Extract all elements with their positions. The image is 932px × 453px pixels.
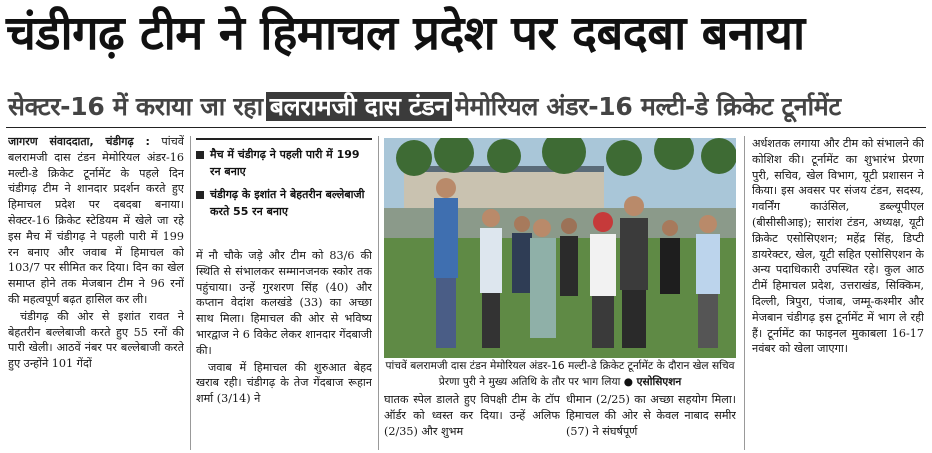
highlights-box bbox=[196, 138, 372, 246]
subheadline bbox=[8, 88, 841, 126]
subhead-after: मेमोरियल अंडर-16 मल्टी-डे क्रिकेट टूर्नामेंट bbox=[454, 92, 841, 121]
col4-paragraph: धीमान (2/25) का अच्छा सहयोग मिला। हिमाचल की ओर से केवल नाबाद समीर (57) ने संघर्षपूर्ण bbox=[566, 393, 736, 438]
col1-paragraph-1: पांचवें बलरामजी दास टंडन मेमोरियल अंडर-16 मल्टी-डे क्रिकेट टूर्नामेंट के पहले दिन चंडीगढ़ टीम ने शानदार प्रदर्शन करते हुए हिमाचल प्रदेश पर दबदबा बनाया। सेक्टर-16 क्रिकेट स्टेडियम में खेले जा रहे इस मैच में चंडीगढ़ ने पहली पारी में 199 रन बनाए और जवाब में हिमाचल को 103/7 पर सीमित कर दिया। दिन का खेल समाप्त होने तक मेजबान टीम ने 96 रनों की महत्वपूर्ण बढ़त हासिल कर ली। bbox=[8, 135, 184, 306]
news-photo bbox=[384, 138, 736, 358]
article-column-3 bbox=[384, 392, 560, 450]
column-divider bbox=[744, 136, 745, 450]
photo-caption bbox=[384, 358, 736, 390]
photo-illustration bbox=[384, 138, 736, 358]
column-divider bbox=[190, 136, 191, 450]
col5-paragraph: अर्धशतक लगाया और टीम को संभालने की कोशिश की। टूर्नामेंट का शुभारंभ प्रेरणा पुरी, सचिव, खेल विभाग, यूटी प्रशासन ने किया। इस अवसर पर संजय टंडन, सदस्य, गवर्निंग काउंसिल, डब्ल्यूपीएल (बीसीसीआइ); सारांश टंडन, अध्यक्ष, यूटी क्रिकेट एसोसिएशन; महेंद्र सिंह, डिप्टी डायरेक्टर, खेल, यूटी सहित एसोसिएशन के अन्य पदाधिकारी उपस्थित रहे। कुल आठ टीमें हिमाचल प्रदेश, उत्तराखंड, सिक्किम, दिल्ली, त्रिपुरा, पंजाब, जम्मू-कश्मीर और मेजबान चंडीगढ़ इस टूर्नामेंट में भाग ले रही हैं। टूर्नामेंट का फाइनल मुकाबला 16-17 नवंबर को खेला जाएगा। bbox=[752, 137, 924, 356]
highlight-item: चंडीगढ़ के इशांत ने बेहतरीन बल्लेबाजी करते 55 रन बनाए bbox=[196, 186, 372, 220]
byline: जागरण संवाददाता, चंडीगढ़ : bbox=[8, 135, 150, 148]
column-divider bbox=[378, 136, 379, 450]
photo-credit: ● एसोसिएशन bbox=[623, 376, 682, 388]
article-column-5 bbox=[752, 136, 924, 450]
subhead-before: सेक्टर-16 में कराया जा रहा bbox=[8, 92, 263, 121]
article-column-2 bbox=[196, 248, 372, 448]
highlight-item: मैच में चंडीगढ़ ने पहली पारी में 199 रन बनाए bbox=[196, 146, 372, 180]
col2-paragraph-1: में नौ चौके जड़े और टीम को 83/6 की स्थिति से संभालकर सम्मानजनक स्कोर तक पहुंचाया। उन्हें गुरशरण सिंह (40) और कप्तान वेदांश कलखंडे (33) का अच्छा साथ मिला। हिमाचल की ओर से भविष्य भारद्वाज ने 6 विकेट लेकर शानदार गेंदबाजी की। bbox=[196, 249, 372, 357]
subhead-highlight: बलरामजी दास टंडन bbox=[266, 92, 452, 121]
article-column-1 bbox=[8, 134, 184, 450]
caption-text: पांचवें बलरामजी दास टंडन मेमोरियल अंडर-16 मल्टी-डे क्रिकेट टूर्नामेंट के दौरान खेल सचिव प्रेरणा पुरी ने मुख्य अतिथि के तौर पर भाग लिया bbox=[385, 360, 735, 388]
col2-paragraph-2: जवाब में हिमाचल की शुरुआत बेहद खराब रही। चंडीगढ़ के तेज गेंदबाज रूहान शर्मा (3/14) ने bbox=[196, 360, 372, 406]
col1-paragraph-2: चंडीगढ़ की ओर से इशांत रावत ने बेहतरीन बल्लेबाजी करते हुए 55 रनों की पारी खेली। आठवें नंबर पर बल्लेबाजी करते हुए उन्होंने 101 गेंदों bbox=[8, 309, 184, 371]
headline: चंडीगढ़ टीम ने हिमाचल प्रदेश पर दबदबा बनाया bbox=[6, 6, 805, 61]
col3-paragraph: घातक स्पेल डालते हुए विपक्षी टीम के टॉप ऑर्डर को ध्वस्त कर दिया। उन्हें अलिफ (2/35) और शुभम bbox=[384, 393, 560, 438]
article-column-4 bbox=[566, 392, 736, 450]
header-rule bbox=[6, 127, 926, 128]
